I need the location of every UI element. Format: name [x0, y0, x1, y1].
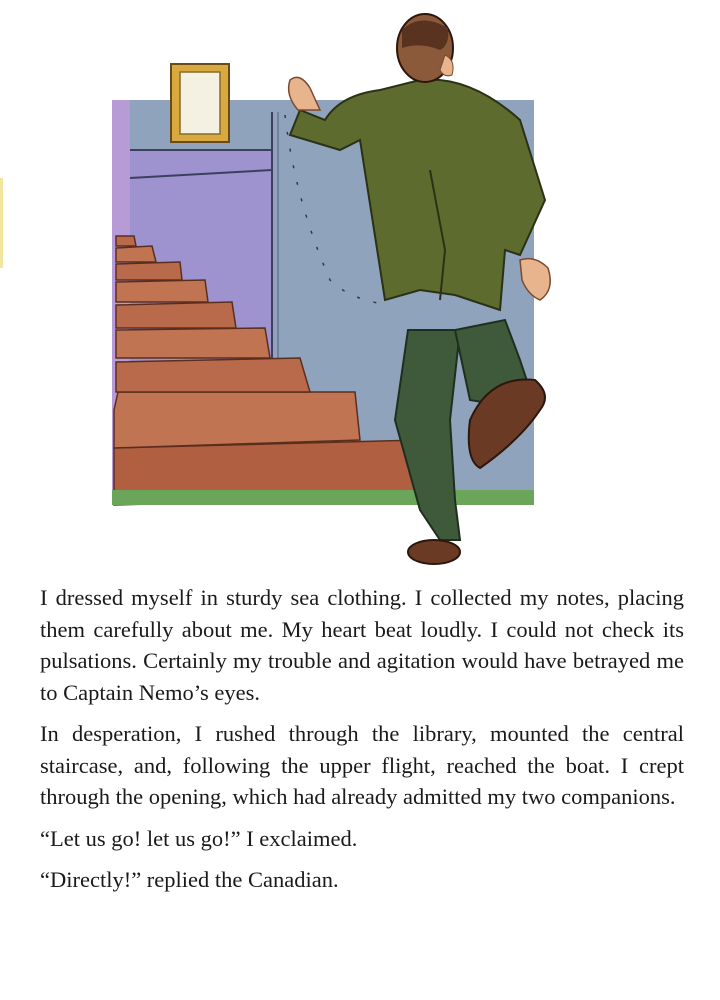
picture-frame	[171, 64, 229, 142]
paragraph-2: In desperation, I rushed through the library, mounted the central staircase, and, following the upper flight, reached the boat. I crept through the opening, which had already admitted my two companions.	[40, 721, 684, 809]
paragraph-4: “Directly!” replied the Canadian.	[40, 867, 339, 892]
paragraph-1: I dressed myself in sturdy sea clothing. I collected my notes, placing them carefully about me. My heart beat loudly. I could not check its pulsations. Certainly my trouble and agitation would have betrayed me to Captain Nemo’s eyes.	[40, 585, 684, 705]
story-text	[40, 582, 684, 906]
paragraph-3: “Let us go! let us go!” I exclaimed.	[40, 825, 358, 851]
floor	[112, 490, 534, 505]
